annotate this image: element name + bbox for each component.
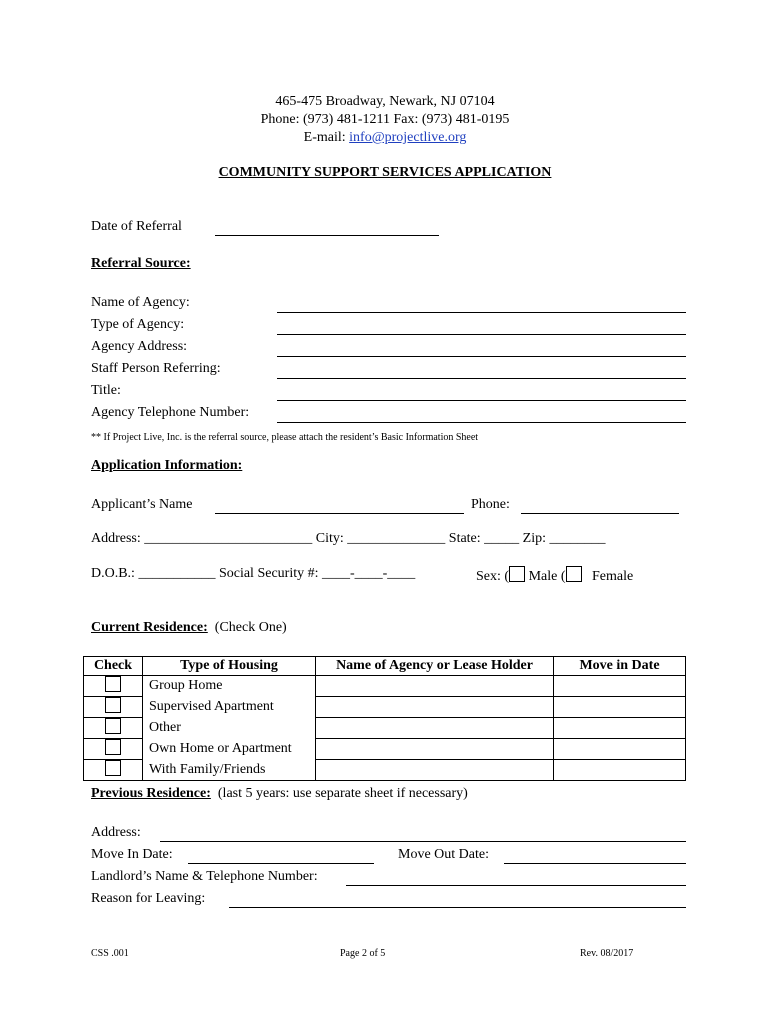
agency-phone-label: Agency Telephone Number: (91, 405, 250, 420)
prev-address-field[interactable] (160, 841, 686, 842)
referral-source-heading: Referral Source: (91, 256, 191, 271)
col-check: Check (84, 657, 143, 676)
col-agency-lease-holder: Name of Agency or Lease Holder (316, 657, 554, 676)
org-phone-fax: Phone: (973) 481-1211 Fax: (973) 481-0195 (260, 112, 510, 127)
housing-type: With Family/Friends (143, 760, 316, 781)
current-residence-heading: Current Residence: (91, 620, 208, 635)
table-row (84, 760, 686, 781)
agency-name-label: Name of Agency: (91, 295, 190, 310)
email-link[interactable]: info@projectlive.org (349, 130, 467, 145)
supervised-apartment-checkbox[interactable] (105, 697, 121, 713)
title-field[interactable] (277, 400, 686, 401)
sex-field (476, 566, 633, 585)
staff-person-label: Staff Person Referring: (91, 361, 221, 376)
female-checkbox[interactable] (566, 566, 582, 582)
applicant-name-label: Applicant’s Name (91, 497, 193, 512)
org-address: 465-475 Broadway, Newark, NJ 07104 (275, 94, 495, 109)
housing-type: Other (143, 718, 316, 739)
table-row (84, 739, 686, 760)
table-row (84, 676, 686, 697)
move-in-date-label: Move In Date: (91, 847, 173, 862)
move-in-date-cell[interactable] (554, 760, 686, 781)
agency-type-label: Type of Agency: (91, 317, 185, 332)
current-residence-instruction: (Check One) (214, 620, 287, 635)
current-residence-table (83, 656, 686, 781)
applicant-phone-field[interactable] (521, 513, 679, 514)
applicant-phone-label: Phone: (471, 497, 510, 512)
move-in-date-field[interactable] (188, 863, 374, 864)
applicant-name-field[interactable] (215, 513, 464, 514)
agency-lease-holder-cell[interactable] (316, 760, 554, 781)
male-checkbox[interactable] (509, 566, 525, 582)
date-of-referral-label: Date of Referral (91, 219, 182, 234)
female-label: Female (592, 569, 634, 584)
housing-type: Group Home (143, 676, 316, 697)
other-checkbox[interactable] (105, 718, 121, 734)
previous-residence-instruction: (last 5 years: use separate sheet if necessary) (217, 786, 468, 801)
own-home-checkbox[interactable] (105, 739, 121, 755)
reason-for-leaving-field[interactable] (229, 907, 686, 908)
reason-for-leaving-label: Reason for Leaving: (91, 891, 206, 906)
move-in-date-cell[interactable] (554, 718, 686, 739)
table-row (84, 718, 686, 739)
email-label: E-mail: (303, 130, 346, 145)
referral-note: ** If Project Live, Inc. is the referral source, please attach the resident’s Basic Information Sheet (91, 432, 479, 443)
address-city-state-zip-line[interactable]: Address: ________________________ City: ______________ State: _____ Zip: ________ (91, 531, 606, 546)
agency-lease-holder-cell[interactable] (316, 676, 554, 697)
sex-label: Sex: ( (476, 569, 510, 584)
agency-type-field[interactable] (277, 334, 686, 335)
agency-lease-holder-cell[interactable] (316, 697, 554, 718)
agency-lease-holder-cell[interactable] (316, 739, 554, 760)
with-family-checkbox[interactable] (105, 760, 121, 776)
male-label: Male ( (528, 569, 566, 584)
prev-address-label: Address: (91, 825, 141, 840)
col-type-of-housing: Type of Housing (143, 657, 316, 676)
form-title: COMMUNITY SUPPORT SERVICES APPLICATION (218, 165, 552, 180)
table-header-row (84, 657, 686, 676)
previous-residence-header (91, 786, 468, 802)
move-in-date-cell[interactable] (554, 739, 686, 760)
footer-page-number: Page 2 of 5 (340, 948, 386, 959)
current-residence-header (91, 620, 287, 636)
agency-address-field[interactable] (277, 356, 686, 357)
dob-ssn-line[interactable]: D.O.B.: ___________ Social Security #: ____-____-____ (91, 566, 416, 581)
move-out-date-label: Move Out Date: (398, 847, 489, 862)
footer-form-code: CSS .001 (91, 948, 129, 959)
agency-lease-holder-cell[interactable] (316, 718, 554, 739)
title-label: Title: (91, 383, 121, 398)
col-move-in-date: Move in Date (554, 657, 686, 676)
table-row (84, 697, 686, 718)
agency-address-label: Agency Address: (91, 339, 188, 354)
agency-name-field[interactable] (277, 312, 686, 313)
footer-revision: Rev. 08/2017 (580, 948, 634, 959)
landlord-label: Landlord’s Name & Telephone Number: (91, 869, 318, 884)
application-info-heading: Application Information: (91, 458, 243, 473)
group-home-checkbox[interactable] (105, 676, 121, 692)
landlord-field[interactable] (346, 885, 686, 886)
housing-type: Own Home or Apartment (143, 739, 316, 760)
move-in-date-cell[interactable] (554, 697, 686, 718)
move-in-date-cell[interactable] (554, 676, 686, 697)
org-email-line (0, 130, 770, 146)
date-of-referral-field[interactable] (215, 235, 439, 236)
agency-phone-field[interactable] (277, 422, 686, 423)
staff-person-field[interactable] (277, 378, 686, 379)
housing-type: Supervised Apartment (143, 697, 316, 718)
move-out-date-field[interactable] (504, 863, 686, 864)
previous-residence-heading: Previous Residence: (91, 786, 211, 801)
